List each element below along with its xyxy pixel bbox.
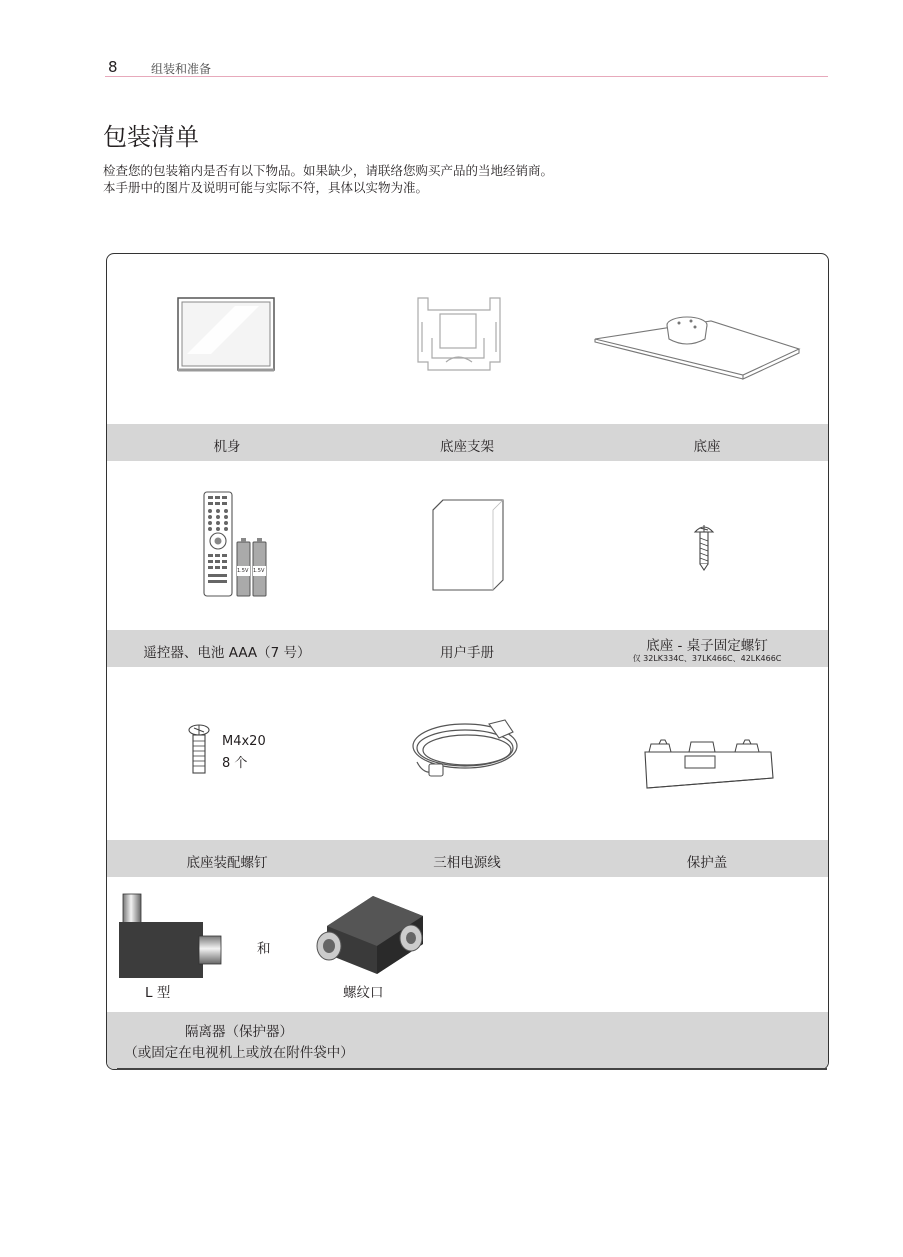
power-cord-image bbox=[407, 716, 523, 784]
screw-quantity: 8 个 bbox=[222, 756, 248, 771]
desk-screw-note: 仅 32LK334C、37LK466C、42LK466C bbox=[632, 654, 782, 663]
l-type-isolator-image bbox=[117, 892, 223, 984]
label-isolator: 隔离器（保护器） bbox=[185, 1024, 293, 1040]
stand-bracket-image bbox=[410, 292, 505, 376]
intro-line-1: 检查您的包装箱内是否有以下物品。如果缺少，请联络您购买产品的当地经销商。 bbox=[103, 163, 554, 178]
thread-type-isolator-image bbox=[311, 892, 431, 982]
label-user-manual: 用户手册 bbox=[440, 645, 494, 661]
page-title: 包装清单 bbox=[103, 123, 199, 151]
screw-spec: M4x20 bbox=[222, 734, 266, 749]
label-desk-screw: 底座 - 桌子固定螺钉 bbox=[646, 638, 768, 654]
battery-label-2: 1.5V bbox=[253, 568, 265, 574]
desk-screw-image bbox=[693, 522, 715, 572]
label-stand-screw: 底座装配螺钉 bbox=[186, 855, 268, 871]
page-number: 8 bbox=[108, 58, 118, 76]
package-contents-box bbox=[106, 253, 829, 1070]
label-stand-bracket: 底座支架 bbox=[440, 439, 494, 455]
label-remote-batteries: 遥控器、电池 AAA（7 号） bbox=[143, 645, 311, 661]
l-type-label: L 型 bbox=[145, 985, 171, 1001]
stand-base-image bbox=[591, 309, 803, 381]
user-manual-image bbox=[429, 496, 505, 592]
isolator-note: （或固定在电视机上或放在附件袋中） bbox=[124, 1045, 354, 1061]
label-protective-cover: 保护盖 bbox=[686, 855, 728, 871]
intro-line-2: 本手册中的图片及说明可能与实际不符，具体以实物为准。 bbox=[103, 180, 429, 195]
label-stand-base: 底座 bbox=[693, 439, 721, 455]
stand-screw-image bbox=[187, 724, 211, 776]
section-title: 组装和准备 bbox=[151, 62, 212, 76]
label-tv-body: 机身 bbox=[213, 439, 241, 455]
remote-control-image bbox=[199, 490, 271, 600]
intro-text bbox=[103, 162, 553, 196]
and-word: 和 bbox=[257, 941, 271, 957]
thread-type-label: 螺纹口 bbox=[343, 985, 384, 1001]
label-power-cord: 三相电源线 bbox=[433, 855, 501, 871]
battery-label-1: 1.5V bbox=[237, 568, 249, 574]
tv-body-image bbox=[175, 294, 280, 374]
protective-cover-image bbox=[639, 738, 779, 790]
header-rule bbox=[105, 76, 828, 77]
box-bottom-edge bbox=[117, 1068, 827, 1070]
